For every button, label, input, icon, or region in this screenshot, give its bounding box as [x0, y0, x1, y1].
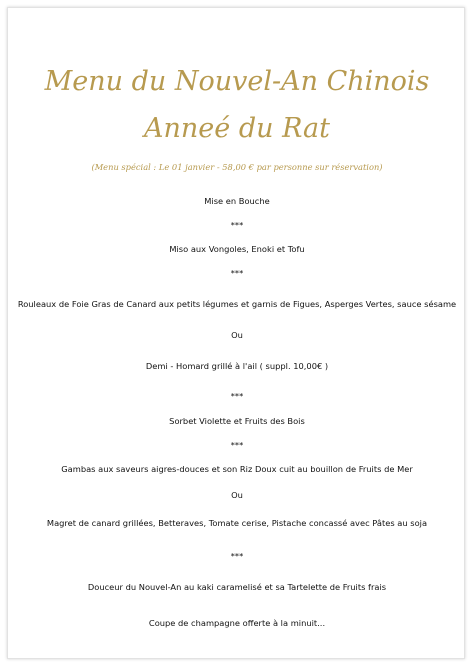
course-starter-2: Demi - Homard grillé à l'ail ( suppl. 10,00€ )	[145, 361, 329, 371]
course-main-1: Gambas aux saveurs aigres-douces et son Riz Doux cuit au bouillon de Fruits de Mer	[61, 464, 413, 474]
course-dessert: Douceur du Nouvel-An au kaki caramelisé et sa Tartelette de Fruits frais	[87, 582, 387, 592]
separator: ***	[230, 551, 244, 561]
menu-note: (Menu spécial : Le 01 janvier - 58,00 € par personne sur réservation)	[91, 162, 383, 172]
separator: ***	[230, 440, 244, 450]
course-amuse: Mise en Bouche	[204, 196, 270, 206]
course-main-2: Magret de canard grillées, Betteraves, Tomate cerise, Pistache concassé avec Pâtes au soja	[46, 518, 428, 528]
or-label: Ou	[231, 330, 243, 340]
closing-line: Coupe de champagne offerte à la minuit...	[148, 618, 326, 628]
course-starter-1: Rouleaux de Foie Gras de Canard aux petits légumes et garnis de Figues, Asperges Vertes, sauce sésame	[17, 299, 457, 309]
course-soup: Miso aux Vongoles, Enoki et Tofu	[169, 244, 305, 254]
menu-subtitle: Anneé du Rat	[144, 113, 330, 144]
separator: ***	[230, 220, 244, 230]
or-label: Ou	[231, 490, 243, 500]
separator: ***	[230, 391, 244, 401]
separator: ***	[230, 268, 244, 278]
menu-title: Menu du Nouvel-An Chinois	[44, 66, 430, 97]
course-sorbet: Sorbet Violette et Fruits des Bois	[169, 416, 305, 426]
